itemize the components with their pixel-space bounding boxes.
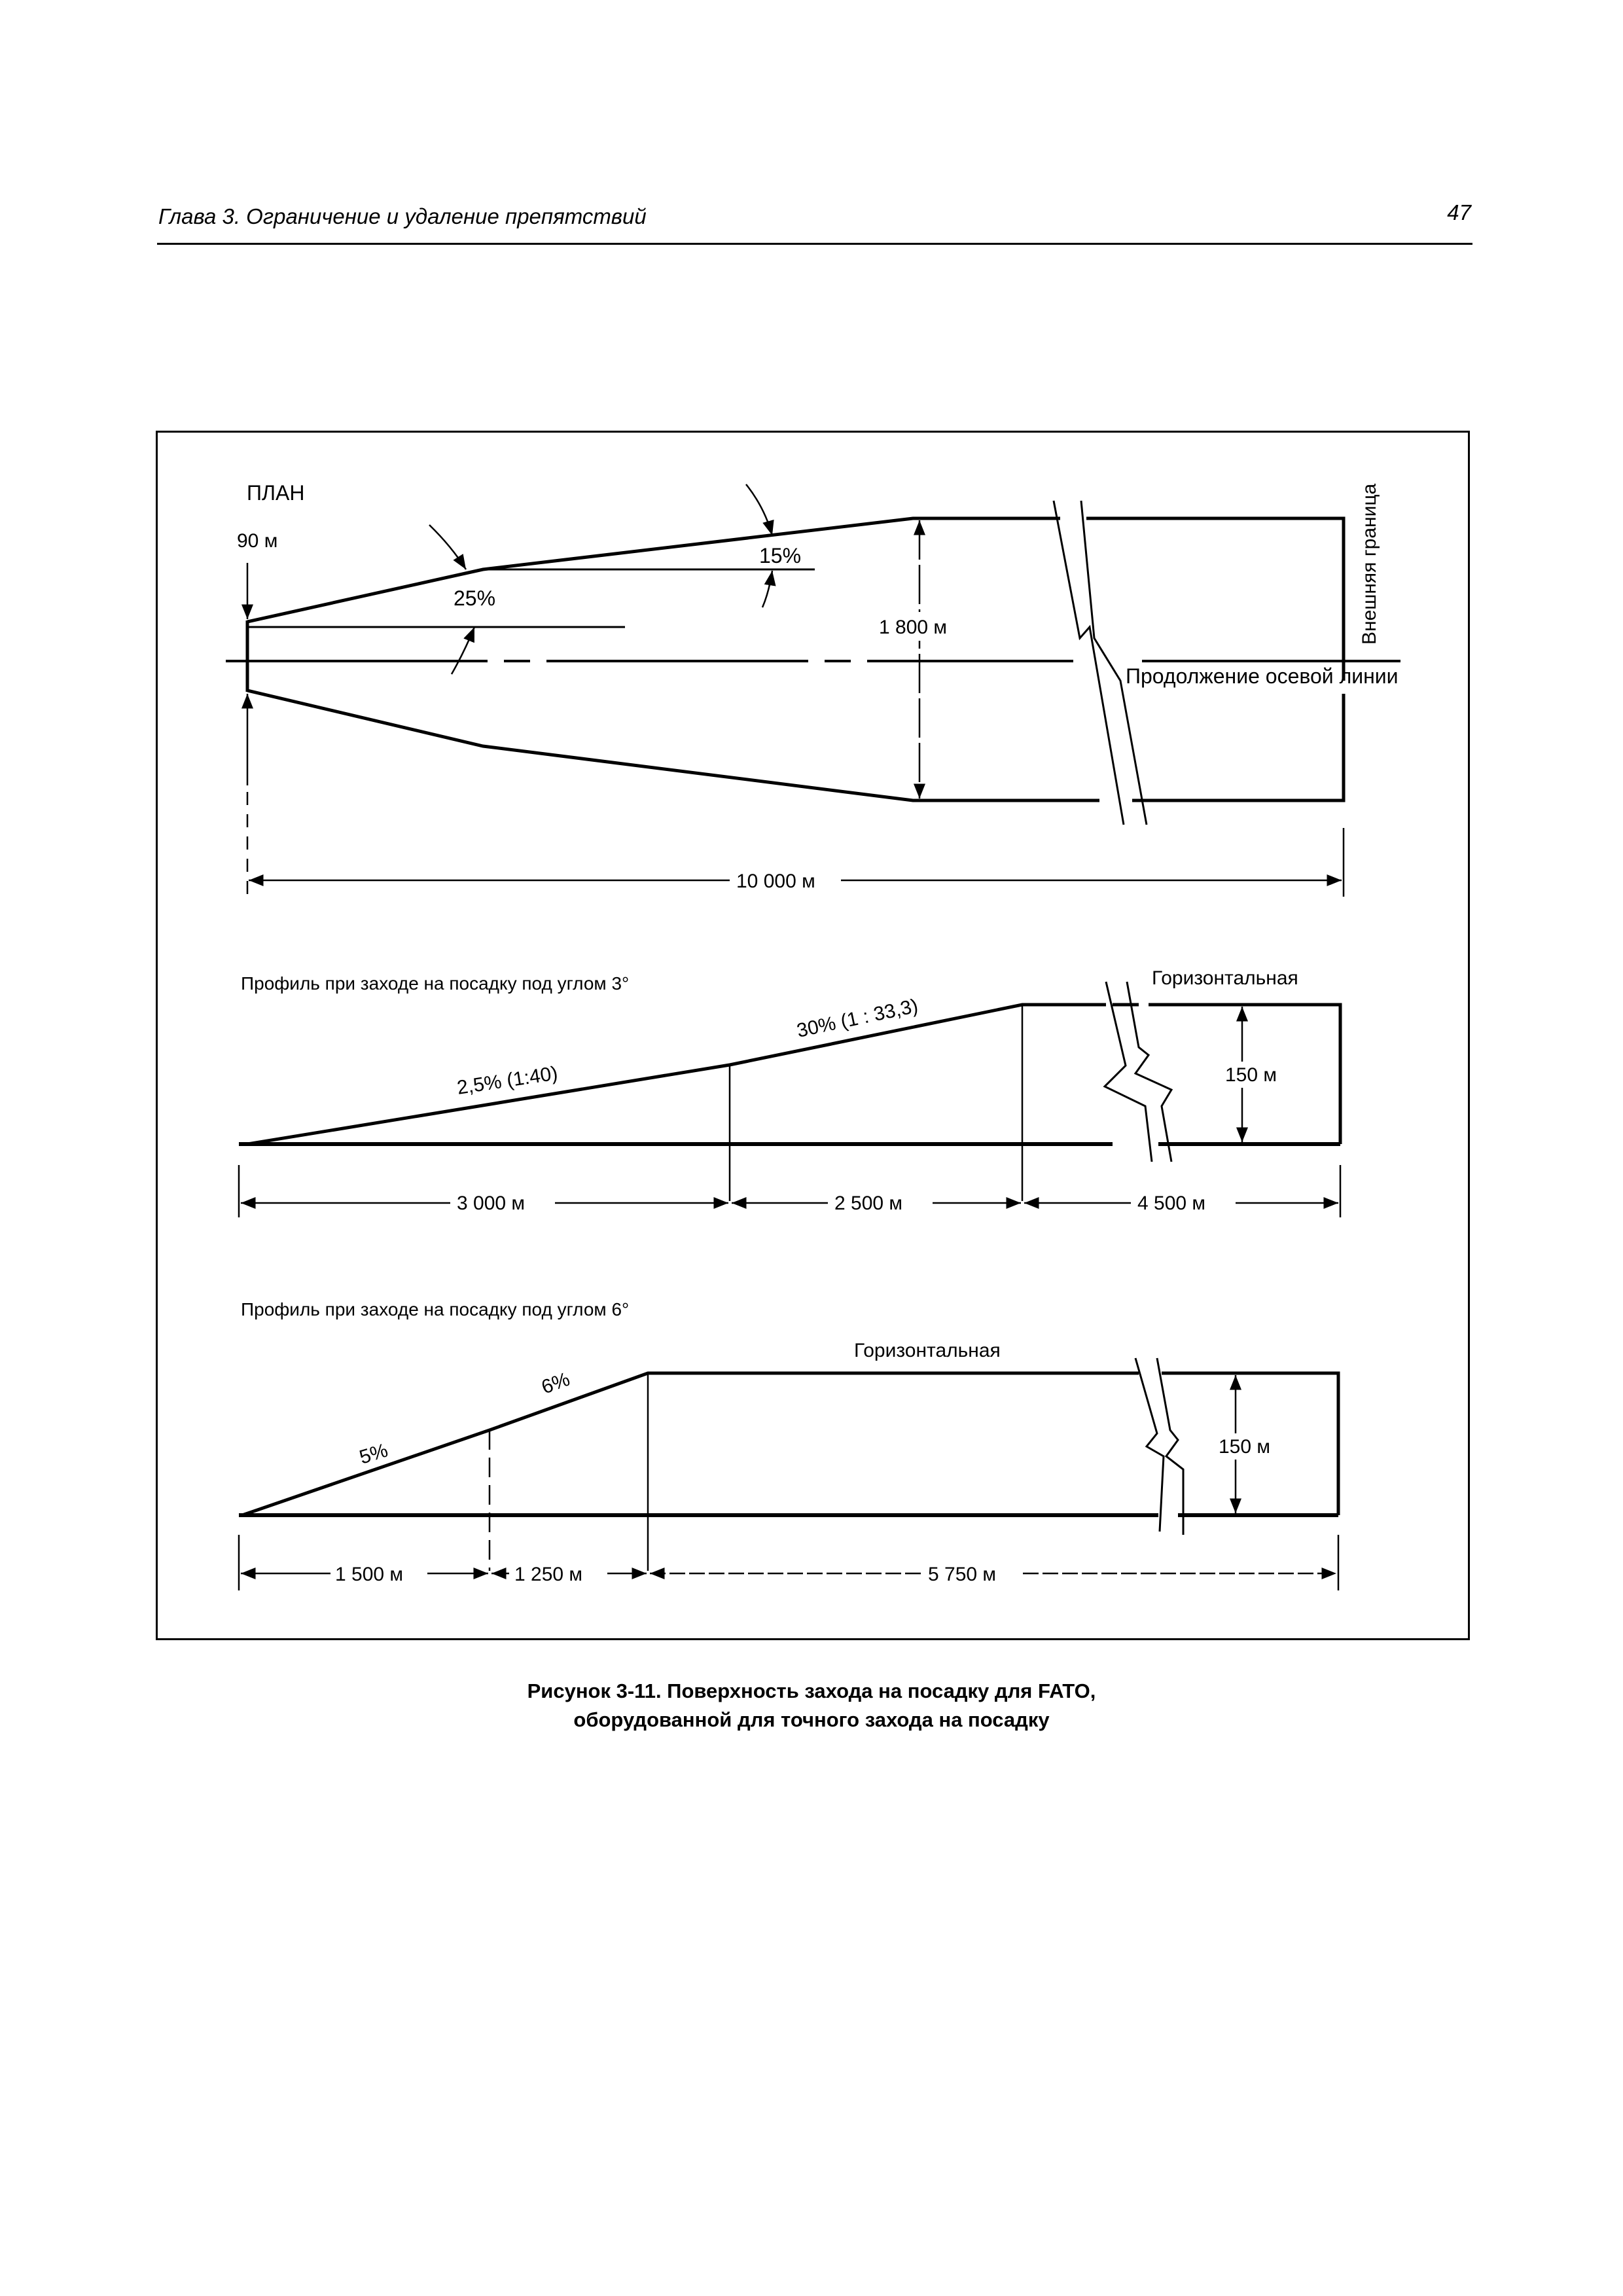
plan-slope-arrow — [429, 525, 466, 569]
profile3-horizontal-label: Горизонтальная — [1152, 967, 1298, 989]
plan-title: ПЛАН — [247, 481, 305, 505]
profile3-seg2-label: 2 500 м — [834, 1193, 903, 1214]
profile6-title: Профиль при заходе на посадку под углом 6° — [241, 1299, 630, 1319]
profile3-slope1-label: 2,5% (1:40) — [455, 1062, 560, 1099]
plan-break-line — [1081, 501, 1147, 825]
plan-outline-bottom — [247, 691, 1099, 800]
profile3-slope2-label: 30% (1 : 33,3) — [794, 995, 920, 1042]
figure-caption — [0, 1677, 1623, 1734]
caption-line-1: Рисунок 3-11. Поверхность захода на посадку для FATO, — [527, 1679, 1096, 1702]
plan-centerline-label: Продолжение осевой линии — [1126, 664, 1399, 688]
plan-slope-arrow — [746, 484, 772, 535]
plan-outer-edge-label: Внешняя граница — [1359, 483, 1380, 645]
profile6-break-line — [1135, 1358, 1164, 1532]
profile6-seg3-label: 5 750 м — [928, 1564, 997, 1585]
plan-break-line — [1054, 501, 1124, 825]
plan-width-label: 1 800 м — [879, 617, 948, 638]
plan-outer-top — [1086, 518, 1344, 681]
header-title: Глава 3. Ограничение и удаление препятствий — [158, 204, 647, 228]
profile6-horizontal-label: Горизонтальная — [854, 1340, 1001, 1361]
profile6-seg2-label: 1 250 м — [514, 1564, 583, 1585]
caption-line-2: оборудованной для точного захода на посадку — [573, 1708, 1050, 1731]
profile3-title: Профиль при заходе на посадку под углом 3° — [241, 973, 630, 994]
profile3-surface — [247, 1005, 1106, 1144]
profile6-slope2-label: 6% — [539, 1368, 573, 1399]
plan-slope-inner-label: 25% — [454, 586, 496, 610]
profile3-height-label: 150 м — [1225, 1064, 1277, 1086]
plan-slope-outer-label: 15% — [759, 544, 802, 567]
profile-6-degree — [239, 1299, 1338, 1590]
profile3-seg1-label: 3 000 м — [457, 1193, 526, 1214]
profile3-seg3-label: 4 500 м — [1137, 1193, 1206, 1214]
plan-slope-arrow — [452, 627, 474, 674]
plan-slope-arrow — [762, 571, 772, 607]
profile6-height-label: 150 м — [1219, 1436, 1271, 1458]
plan-view — [226, 481, 1400, 897]
plan-length-label: 10 000 м — [736, 870, 815, 892]
page-number: 47 — [1447, 200, 1471, 224]
profile6-seg1-label: 1 500 м — [335, 1564, 404, 1585]
profile-3-degree — [239, 967, 1340, 1217]
profile6-slope1-label: 5% — [357, 1439, 391, 1469]
profile3-break-line — [1105, 982, 1152, 1162]
plan-outer-bottom — [1132, 694, 1344, 800]
plan-inner-width-label: 90 м — [237, 530, 278, 552]
